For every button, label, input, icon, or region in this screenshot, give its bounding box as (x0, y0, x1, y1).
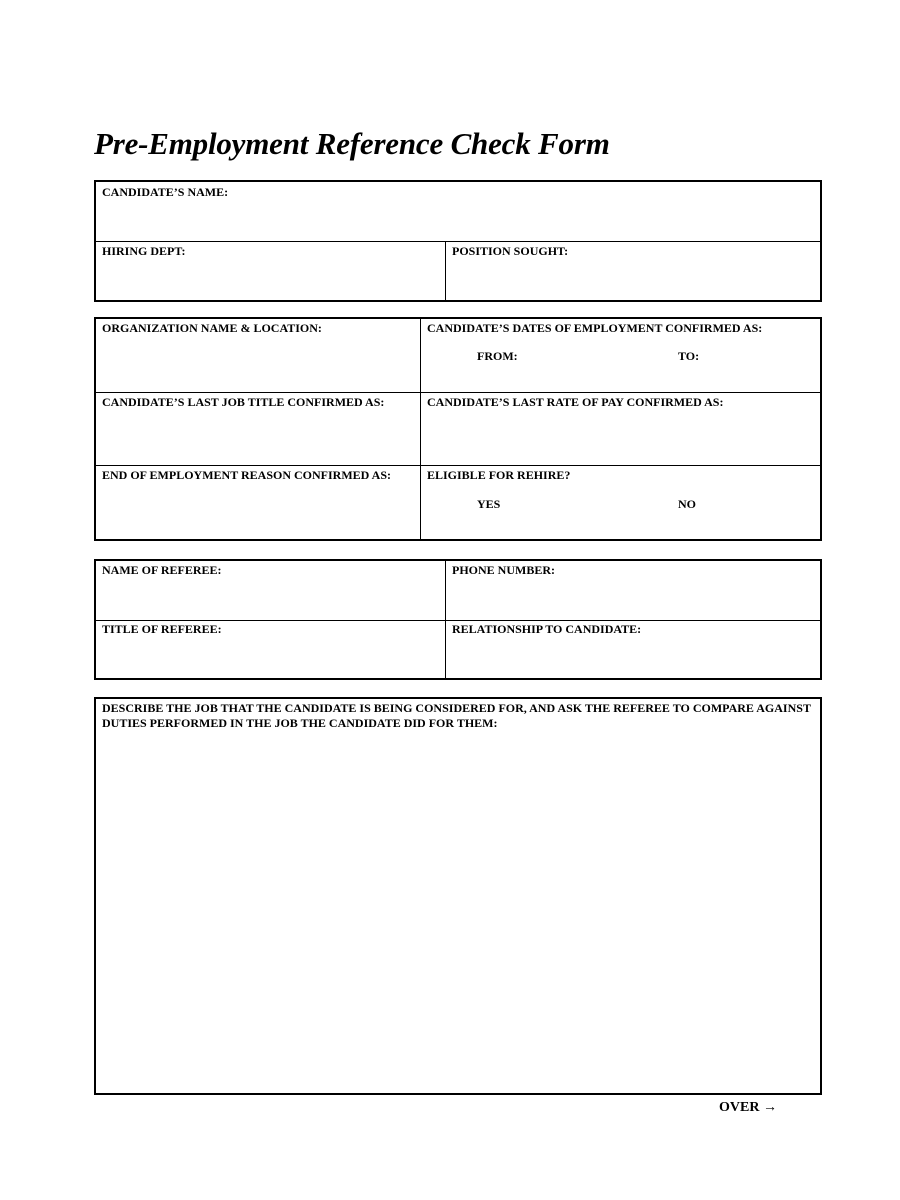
hiring-dept-label: HIRING DEPT: (102, 244, 186, 258)
referee-name-label: NAME OF REFEREE: (102, 563, 222, 577)
employment-section (94, 317, 822, 541)
candidate-name-field[interactable] (96, 182, 820, 241)
referee-section (94, 559, 822, 680)
candidate-name-label: CANDIDATE’S NAME: (102, 185, 229, 199)
candidate-section (94, 180, 822, 302)
job-description-label-line1: DESCRIBE THE JOB THAT THE CANDIDATE IS BEING CONSIDERED FOR, AND ASK THE REFEREE TO COMPARE AGAINST (102, 701, 811, 715)
dates-confirmed-label: CANDIDATE’S DATES OF EMPLOYMENT CONFIRMED AS: (427, 321, 763, 335)
referee-name-field[interactable] (96, 561, 445, 620)
hiring-dept-field[interactable] (96, 242, 445, 300)
last-job-title-field[interactable] (96, 393, 420, 465)
position-sought-field[interactable] (446, 242, 820, 300)
job-description-label-line2: DUTIES PERFORMED IN THE JOB THE CANDIDATE DID FOR THEM: (102, 716, 498, 730)
end-reason-field[interactable] (96, 466, 420, 539)
over-indicator: OVER → (719, 1100, 777, 1115)
position-sought-label: POSITION SOUGHT: (452, 244, 569, 258)
dates-confirmed-field[interactable] (421, 319, 820, 392)
job-description-field[interactable] (96, 699, 820, 1093)
form-title: Pre-Employment Reference Check Form (94, 126, 610, 161)
job-description-section (94, 697, 822, 1095)
organization-field[interactable] (96, 319, 420, 392)
last-rate-of-pay-field[interactable] (421, 393, 820, 465)
eligible-rehire-label: ELIGIBLE FOR REHIRE? (427, 468, 571, 482)
rehire-no-option[interactable]: NO (678, 497, 696, 511)
end-reason-label: END OF EMPLOYMENT REASON CONFIRMED AS: (102, 468, 392, 482)
eligible-rehire-field (421, 466, 820, 539)
organization-label: ORGANIZATION NAME & LOCATION: (102, 321, 322, 335)
to-label: TO: (678, 349, 700, 363)
from-label: FROM: (477, 349, 518, 363)
relationship-label: RELATIONSHIP TO CANDIDATE: (452, 622, 642, 636)
rehire-yes-option[interactable]: YES (477, 497, 501, 511)
last-rate-of-pay-label: CANDIDATE’S LAST RATE OF PAY CONFIRMED AS: (427, 395, 724, 409)
phone-number-field[interactable] (446, 561, 820, 620)
referee-title-field[interactable] (96, 621, 445, 678)
referee-title-label: TITLE OF REFEREE: (102, 622, 222, 636)
last-job-title-label: CANDIDATE’S LAST JOB TITLE CONFIRMED AS: (102, 395, 385, 409)
phone-number-label: PHONE NUMBER: (452, 563, 555, 577)
relationship-field[interactable] (446, 621, 820, 678)
